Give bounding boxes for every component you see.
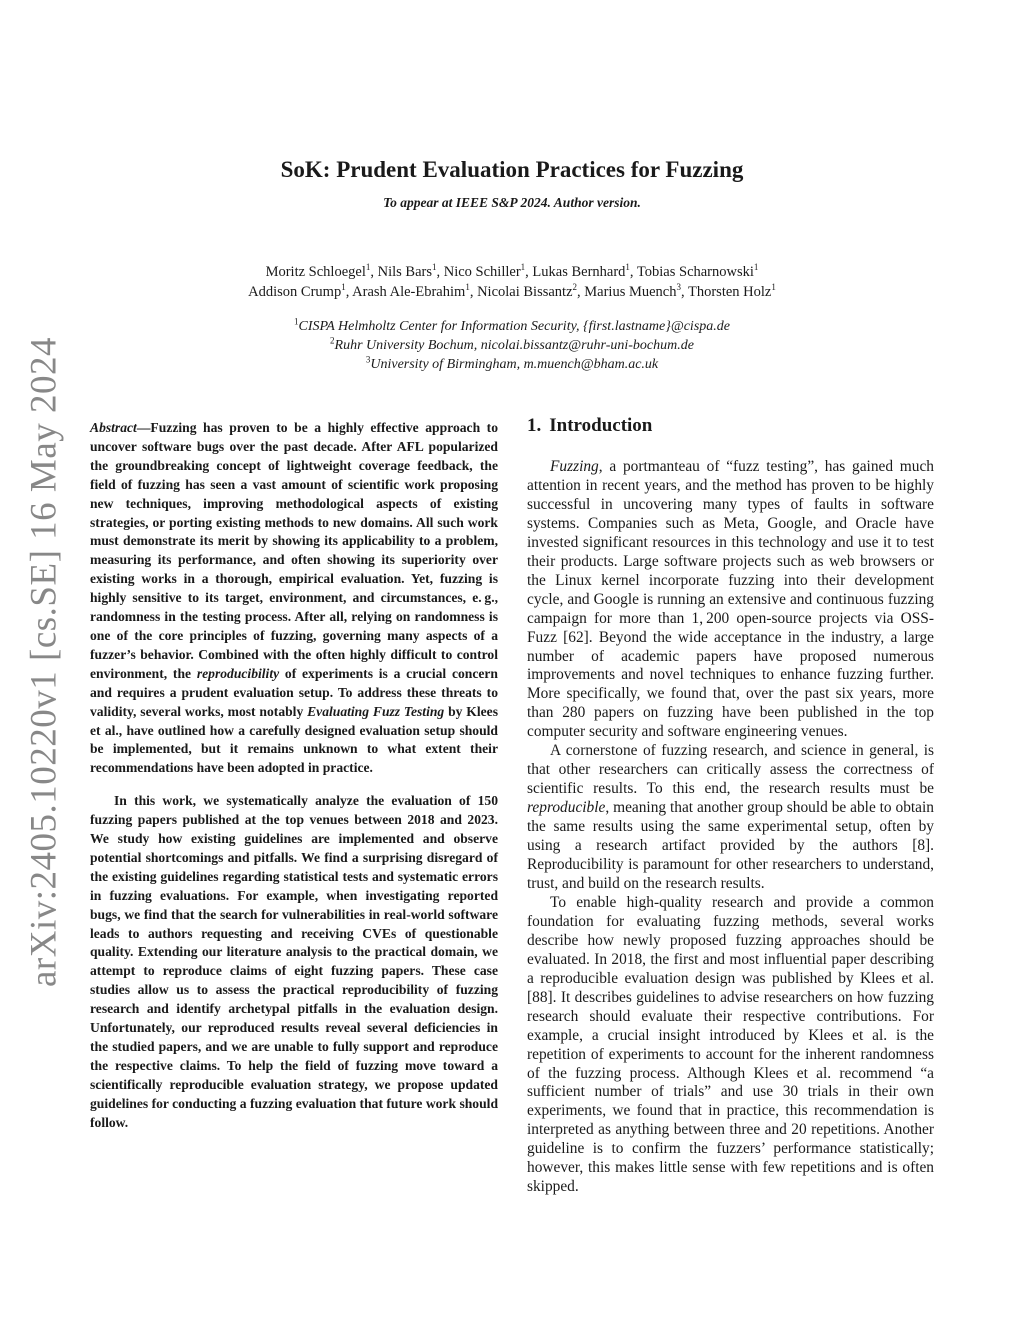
affiliation xyxy=(0,336,1024,355)
text-run: of experiments is a crucial concern and requires a prudent evaluation setup. To address these threats to validity, several works, most notably xyxy=(90,665,498,719)
author-affiliation-number: 1 xyxy=(341,282,346,293)
author-name: Tobias Scharnowski xyxy=(636,264,754,280)
affiliation-text: Ruhr University Bochum, nicolai.bissantz@ruhr-uni-bochum.de xyxy=(334,338,694,353)
introduction-column xyxy=(527,414,934,1197)
author-affiliation-number: 1 xyxy=(431,262,437,273)
author-name: Arash Ale-Ebrahim xyxy=(352,284,466,300)
paper-subtitle: To appear at IEEE S&P 2024. Author version. xyxy=(383,195,641,210)
text-run: To enable high-quality research and provide a common foundation for evaluating fuzzing methods, several works describe how newly proposed fuzzing approaches should be evaluated. In 2018, the first and most influential paper describing a reproducible evaluation design was published by Klees et al. [88]. It describes guidelines to advise researchers on how fuzzing research should evaluate their respective contributions. For example, a crucial insight introduced by Klees et al. is the repetition of experiments to account for the inherent randomness of the fuzzing process. Although Klees et al. recommend “a sufficient number of trials” and use 30 trials in their own experiments, we found that in practice, this recommendation is interpreted as anything between three and 20 repetitions. Another guideline is to confirm the fuzzers’ performance statistically; however, this makes little sense with few repetitions and is often skipped. xyxy=(527,893,934,1196)
author-name: Moritz Schloegel xyxy=(265,264,366,280)
author-name: Nils Bars xyxy=(377,264,432,280)
section-heading-introduction xyxy=(527,414,934,438)
author-affiliation-number: 1 xyxy=(625,262,630,273)
author-affiliation-number: 3 xyxy=(676,282,681,293)
author-separator: , xyxy=(525,264,533,280)
affiliation-text: University of Birmingham, m.muench@bham.ac.uk xyxy=(370,357,659,372)
abstract-column xyxy=(90,419,498,1133)
author-name: Lukas Bernhard xyxy=(532,264,626,280)
arxiv-identifier-stamp: arXiv:2405.10220v1 [cs.SE] 16 May 2024 xyxy=(23,337,65,987)
abstract-dash: — xyxy=(136,420,151,435)
text-run: by Klees et al., have outlined how a carefully designed evaluation setup should be implemented, but it remains unknown to what extent their recommendations have been adopted in practice. xyxy=(90,703,498,776)
text-run: A cornerstone of fuzzing research, and science in general, is that other researchers can critically assess the correctness of scientific results. To this end, the research results must be xyxy=(527,742,934,798)
author-separator: , xyxy=(629,264,637,280)
author-name: Nicolai Bissantz xyxy=(477,284,573,300)
author-name: Marius Muench xyxy=(584,284,677,300)
author-separator: , xyxy=(680,284,688,300)
text-run: , meaning that another group should be able to obtain the same results using the same experimental setup, often by using a research artifact provided by the authors [8]. Reproducibility is paramount for other researchers to understand, trust, and build on the research results. xyxy=(527,799,934,892)
abstract-paragraph-2: In this work, we systematically analyze the evaluation of 150 fuzzing papers published at the top venues between 2018 and 2023. We study how existing guidelines are implemented and observe potential shortcomings and pitfalls. We find a surprising disregard of the existing guidelines regarding statistical tests and systematic errors in fuzzing evaluations. For example, when investigating reported bugs, we find that the search for vulnerabilities in real-world software leads to authors requesting and receiving CVEs of questionable quality. Extending our literature analysis to the practical domain, we attempt to reproduce claims of eight fuzzing papers. These case studies allow us to assess the practical reproducibility of fuzzing research and identify archetypal pitfalls in the evaluation design. Unfortunately, our reproduced results reveal several deficiencies in the studied papers, and we are unable to fully support and reproduce the respective claims. To help the field of fuzzing move toward a scientifically reproducible evaluation strategy, we propose updated guidelines for conducting a fuzzing evaluation that future work should follow. xyxy=(90,793,498,1130)
introduction-paragraph-1 xyxy=(527,458,934,742)
abstract-label: Abstract xyxy=(90,420,137,435)
author-line-2 xyxy=(0,282,1024,302)
section-number: 1. xyxy=(527,415,542,436)
affiliation-text: CISPA Helmholtz Center for Information Security, {first.lastname}@cispa.de xyxy=(298,319,730,334)
author-separator: , xyxy=(345,284,353,300)
emphasized-text: reproducible xyxy=(527,799,606,817)
author-separator: , xyxy=(436,264,444,280)
affiliation-number: 3 xyxy=(365,354,371,365)
text-run: Fuzzing has proven to be a highly effective approach to uncover software bugs over the past decade. After AFL popularized the groundbreaking concept of lightweight coverage feedback, the field of fuzzing has seen a vast amount of scientific work proposing new techniques, improving methodological aspects of existing strategies, or porting existing methods to new domains. All such work must demonstrate its merit by showing its applicability to a problem, measuring its performance, and often showing its superiority over existing works in a thorough, empirical evaluation. Yet, fuzzing is highly sensitive to its target, environment, and circumstances, e. g., randomness in the testing process. After all, relying on randomness is one of the core principles of fuzzing, governing many aspects of a fuzzer’s behavior. Combined with the often highly difficult to control environment, the xyxy=(90,420,498,681)
introduction-paragraph-2 xyxy=(527,742,934,894)
author-separator: , xyxy=(577,284,585,300)
author-separator: , xyxy=(370,264,378,280)
emphasized-text: Fuzzing xyxy=(550,458,599,475)
affiliation xyxy=(0,355,1024,374)
affiliation-list xyxy=(0,317,1024,374)
affiliation-number: 2 xyxy=(330,335,335,346)
author-separator: , xyxy=(469,284,478,300)
affiliation-number: 1 xyxy=(294,316,299,327)
affiliation xyxy=(0,317,1024,336)
author-line-1 xyxy=(0,262,1024,282)
author-list xyxy=(0,262,1024,302)
emphasized-text: reproducibility xyxy=(196,665,280,681)
paper-title: SoK: Prudent Evaluation Practices for Fuzzing xyxy=(280,157,744,182)
emphasized-text: Evaluating Fuzz Testing xyxy=(307,703,445,719)
author-affiliation-number: 1 xyxy=(520,262,526,273)
section-title: Introduction xyxy=(549,415,653,436)
author-affiliation-number: 2 xyxy=(572,282,578,293)
author-affiliation-number: 1 xyxy=(465,282,470,293)
introduction-paragraph-3 xyxy=(527,894,934,1197)
author-affiliation-number: 1 xyxy=(365,262,371,273)
author-name: Addison Crump xyxy=(248,284,342,300)
text-run: , a portmanteau of “fuzz testing”, has gained much attention in recent years, and the method has proven to be highly successful in uncovering many types of faults in software systems. Companies such as Meta, Google, and Oracle have invested significant resources in this technology and use it to test their products. Large software projects such as web browsers or the Linux kernel incorporate fuzzing into their development cycle, and Google is running an extensive and continuous fuzzing campaign for more than 1, 200 open-source projects via OSS-Fuzz [62]. Beyond the wide acceptance in the industry, a large number of academic papers have proposed numerous improvements and novel techniques to enhance fuzzing further. More specifically, we found that, over the past six years, more than 280 papers on fuzzing have been published in the top computer security and software engineering venues. xyxy=(527,458,934,741)
abstract-body xyxy=(90,420,498,775)
abstract-paragraph-1 xyxy=(90,419,498,778)
author-name: Thorsten Holz xyxy=(687,284,772,300)
author-affiliation-number: 1 xyxy=(771,282,776,293)
author-name: Nico Schiller xyxy=(443,264,521,280)
author-affiliation-number: 1 xyxy=(753,262,759,273)
